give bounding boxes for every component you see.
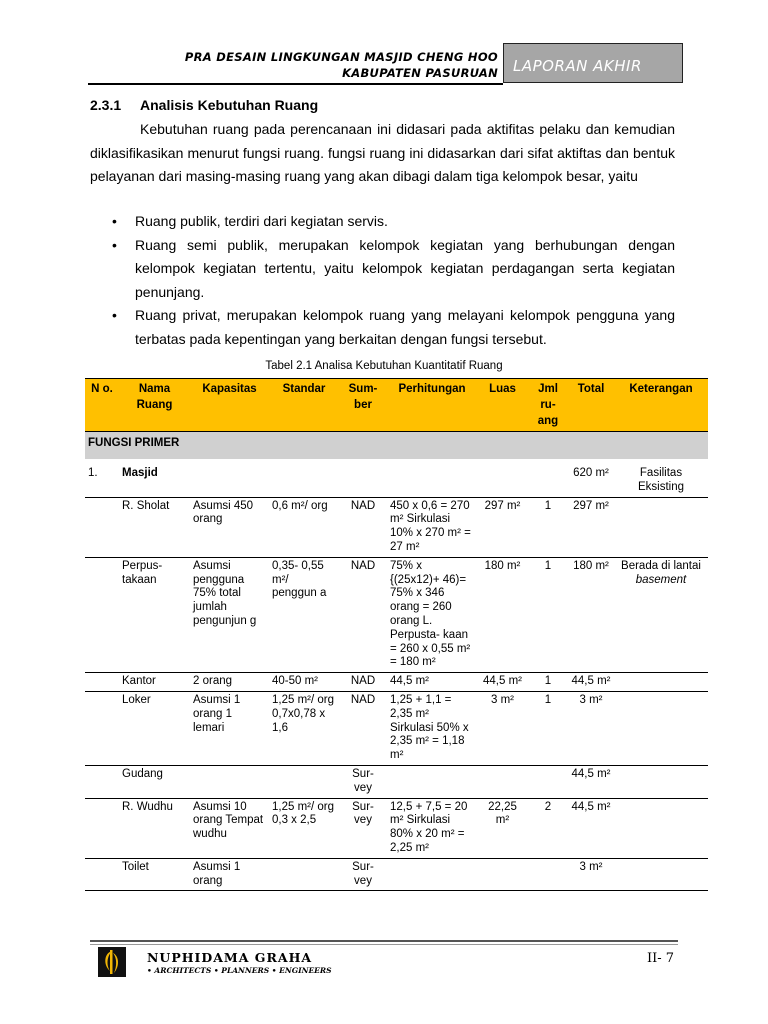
row-perhitungan: 75% x {(25x12)+ 46)= 75% x 346 orang = 260 orang L. Perpusta- kaan = 260 x 0,55 m² = 180 m² [387,557,477,672]
table-row [85,858,708,891]
row-keterangan [614,858,708,891]
row-standar [269,765,339,798]
row-total: 620 m² [568,465,614,497]
row-standar: 0,6 m²/ org [269,497,339,557]
row-sumber: NAD [339,673,387,692]
row-jml [528,858,568,891]
row-total: 3 m² [568,858,614,891]
row-standar: 1,25 m²/ org 0,7x0,78 x 1,6 [269,691,339,765]
row-nama: R. Sholat [119,497,190,557]
col-header: Jml ru- ang [528,379,568,432]
table-row [85,497,708,557]
row-nama: Kantor [119,673,190,692]
section-number: 2.3.1 [90,97,122,113]
row-keterangan [614,557,708,672]
row-total: 180 m² [568,557,614,672]
row-sumber: Sur- vey [339,858,387,891]
report-label-box [503,43,683,83]
table-row [85,798,708,858]
keterangan-text: Berada di lantai [621,559,701,572]
row-jml [528,765,568,798]
row-jml: 2 [528,798,568,858]
footer-divider-thin [90,944,678,945]
row-nama: R. Wudhu [119,798,190,858]
col-header: Luas [477,379,528,432]
row-total: 3 m² [568,691,614,765]
row-sumber: Sur- vey [339,765,387,798]
row-perhitungan [387,765,477,798]
row-keterangan [614,765,708,798]
row-keterangan: Fasilitas Eksisting [614,465,708,497]
row-nama: Gudang [119,765,190,798]
row-total: 44,5 m² [568,673,614,692]
company-name: NUPHIDAMA GRAHA [147,950,313,965]
row-keterangan [614,673,708,692]
table-row [85,465,708,497]
section-title: Analisis Kebutuhan Ruang [140,97,319,113]
header-title-line2: KABUPATEN PASURUAN [342,66,498,80]
company-logo-icon [98,947,126,977]
header-divider [88,83,503,85]
table-row [85,557,708,672]
page-number: II- 7 [647,951,675,966]
group-label: FUNGSI PRIMER [85,432,708,460]
col-header: N o. [85,379,119,432]
row-kapasitas: Asumsi 10 orang Tempat wudhu [190,798,269,858]
row-perhitungan: 1,25 + 1,1 = 2,35 m² Sirkulasi 50% x 2,35 m² = 1,18 m² [387,691,477,765]
table-row [85,765,708,798]
row-standar: 0,35- 0,55 m²/ penggun a [269,557,339,672]
row-sumber: NAD [339,497,387,557]
section-heading [90,97,318,113]
row-sumber: NAD [339,557,387,672]
list-item: • Ruang semi publik, merupakan kelompok kegiatan yang berhubungan dengan kelompok kegiatan tertentu, yaitu kelompok kegiatan perdagangan serta kegiatan penunjang. [90,234,675,305]
table-row [85,691,708,765]
row-perhitungan: 44,5 m² [387,673,477,692]
header-title-line1: PRA DESAIN LINGKUNGAN MASJID CHENG HOO [184,50,498,64]
row-no: 1. [85,465,119,497]
row-perhitungan: 12,5 + 7,5 = 20 m² Sirkulasi 80% x 20 m² = 2,25 m² [387,798,477,858]
row-luas: 297 m² [477,497,528,557]
row-kapasitas [190,765,269,798]
row-sumber: Sur- vey [339,798,387,858]
row-nama: Loker [119,691,190,765]
company-tagline: • ARCHITECTS • PLANNERS • ENGINEERS [147,966,332,975]
keterangan-italic: basement [635,573,687,586]
row-perhitungan [387,858,477,891]
col-header: Nama Ruang [119,379,190,432]
row-keterangan [614,497,708,557]
row-total: 297 m² [568,497,614,557]
row-keterangan [614,798,708,858]
row-keterangan [614,691,708,765]
group-row [85,432,708,460]
row-sumber: NAD [339,691,387,765]
row-luas: 44,5 m² [477,673,528,692]
table-row [85,673,708,692]
row-standar [269,858,339,891]
list-item: • Ruang publik, terdiri dari kegiatan servis. [90,210,675,234]
row-kapasitas: Asumsi 1 orang [190,858,269,891]
row-jml: 1 [528,557,568,672]
row-luas [477,858,528,891]
row-standar: 40-50 m² [269,673,339,692]
col-header: Keterangan [614,379,708,432]
row-nama: Masjid [119,465,190,497]
row-total: 44,5 m² [568,798,614,858]
row-luas [477,765,528,798]
row-nama: Perpus- takaan [119,557,190,672]
row-standar: 1,25 m²/ org 0,3 x 2,5 [269,798,339,858]
bullet-list [90,210,675,351]
footer-divider [90,940,678,942]
row-kapasitas: Asumsi pengguna 75% total jumlah pengunjun g [190,557,269,672]
col-header: Standar [269,379,339,432]
row-jml: 1 [528,497,568,557]
report-label: LAPORAN AKHIR [513,57,642,75]
col-header: Kapasitas [190,379,269,432]
row-luas: 3 m² [477,691,528,765]
col-header: Sum- ber [339,379,387,432]
row-kapasitas: Asumsi 450 orang [190,497,269,557]
row-jml: 1 [528,691,568,765]
row-luas: 22,25 m² [477,798,528,858]
row-jml: 1 [528,673,568,692]
table-header-row [85,379,708,432]
row-kapasitas: Asumsi 1 orang 1 lemari [190,691,269,765]
list-item: • Ruang privat, merupakan kelompok ruang yang melayani kelompok pengguna yang terbatas pada kepentingan yang berkaitan dengan fungsi tersebut. [90,304,675,351]
row-kapasitas: 2 orang [190,673,269,692]
table-caption: Tabel 2.1 Analisa Kebutuhan Kuantitatif Ruang [265,360,503,372]
row-total: 44,5 m² [568,765,614,798]
body-paragraph: Kebutuhan ruang pada perencanaan ini didasari pada aktifitas pelaku dan kemudian diklasifikasikan menurut fungsi ruang. fungsi ruang ini didasarkan dari sifat aktiftas dan bentuk pelayanan dari masing-masing ruang yang akan dibagi dalam tiga kelompok besar, yaitu [90,121,675,184]
row-luas: 180 m² [477,557,528,672]
space-requirement-table [85,378,708,891]
row-nama: Toilet [119,858,190,891]
row-perhitungan: 450 x 0,6 = 270 m² Sirkulasi 10% x 270 m² = 27 m² [387,497,477,557]
col-header: Perhitungan [387,379,477,432]
col-header: Total [568,379,614,432]
